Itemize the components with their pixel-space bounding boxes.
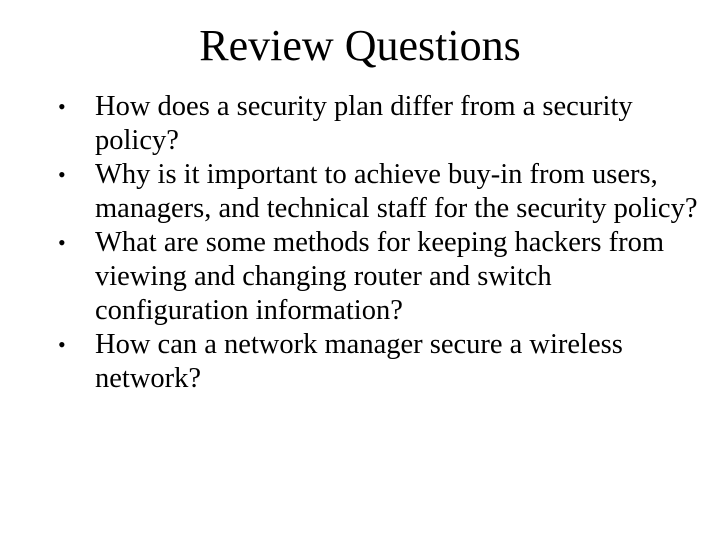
list-item (58, 90, 698, 158)
bullet-text: How can a network manager secure a wireless network? (95, 329, 623, 394)
bullet-icon: • (58, 230, 66, 255)
list-item (58, 226, 698, 328)
bullet-text: What are some methods for keeping hackers from viewing and changing router and switch configuration information? (95, 227, 664, 326)
bullet-text: How does a security plan differ from a security policy? (95, 91, 633, 156)
bullet-icon: • (58, 94, 66, 119)
bullet-list (58, 90, 698, 396)
bullet-text: Why is it important to achieve buy-in from users, managers, and technical staff for the security policy? (95, 159, 698, 224)
bullet-icon: • (58, 162, 66, 187)
list-item (58, 328, 698, 396)
slide-title: Review Questions (199, 21, 521, 70)
bullet-icon: • (58, 332, 66, 357)
list-item (58, 158, 698, 226)
